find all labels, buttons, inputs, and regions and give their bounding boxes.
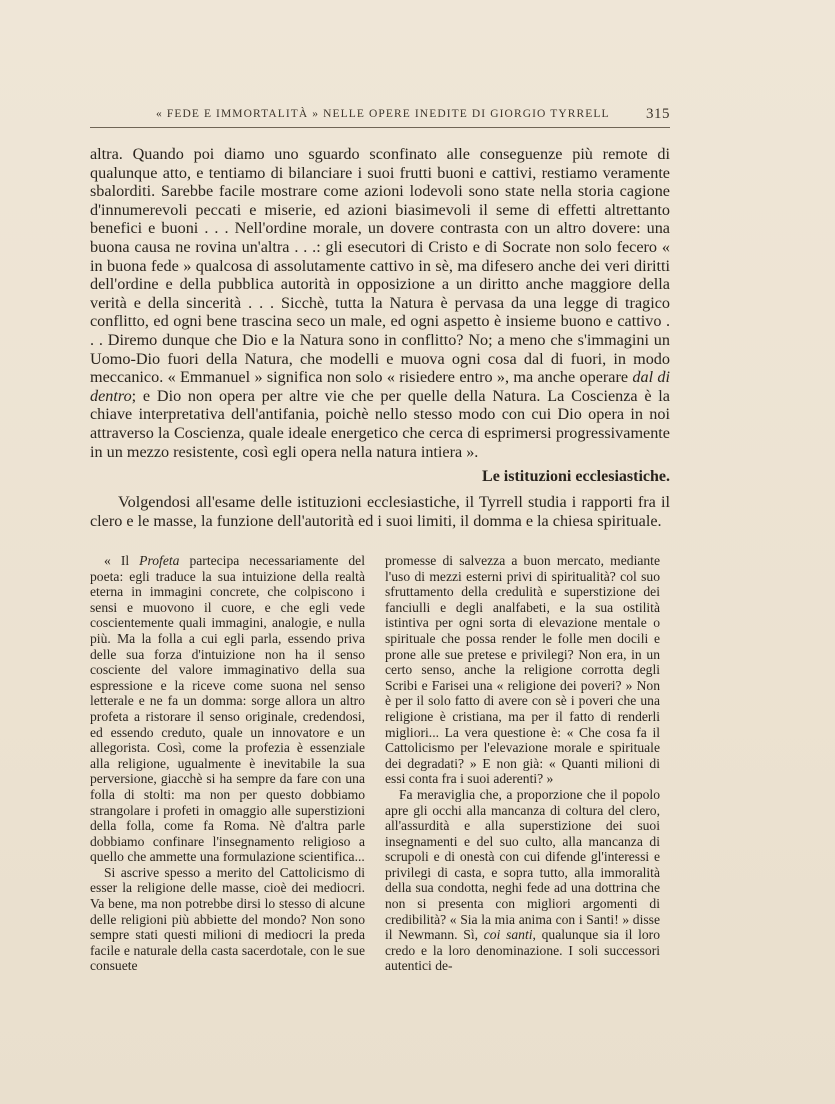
main-text-part2: ; e Dio non opera per altre vie che per quelle della Natura. La Coscienza è la chiave interpretativa dell'antifania, poichè nello stesso modo con cui Dio opera in noi attraverso la Coscienza, quale ideale energetico che cerca di esprimersi progressivamente in un mezzo resistente, così egli opera nella natura intiera ».	[90, 386, 670, 461]
right-paragraph-2	[385, 787, 660, 974]
header-rule	[90, 127, 670, 128]
main-paragraph	[90, 145, 670, 461]
right-column	[385, 553, 660, 974]
left-p1-rest: partecipa necessariamente del poeta: egli traduce la sua intuizione della realtà eterna in immagini concrete, che colpiscono i sensi e muovono il cuore, e che egli vede coscientemente quali immagini, analogie, e nulla più. Ma la folla a cui egli parla, essendo priva delle sua forza d'intuizione non ha il senso cosciente del valore immaginativo della sua espressione e la riceve come suona nel senso letterale e ne fa un domma: sorge allora un altro profeta a ristorare il senso originale, credendosi, ed essendo creduto, quale un innovatore e un allegorista. Così, come la profezia è essenziale alla religione, ugualmente è inevitabile la sua perversione, giacchè si ha sempre da fare con una folla di stolti: ma non per questo dobbiamo strangolare i profeti in omaggio alle superstizioni della folla, come fa Roma. Nè d'altra parle dobbiamo confinare l'insegnamento religioso a quello che ammette una formulazione scientifica...	[90, 553, 365, 865]
page-number: 315	[646, 106, 670, 122]
section-heading: Le istituzioni ecclesiastiche.	[482, 468, 670, 485]
main-text-part1: altra. Quando poi diamo uno sguardo sconfinato alle conseguenze più remote di qualunque atto, e tentiamo di bilanciare i suoi frutti buoni e cattivi, restiamo veramente sbalorditi. Sarebbe facile mostrare come azioni lodevoli sono state nella storia cagione d'innumerevoli peccati e miserie, ed azioni biasimevoli il seme di effetti altrettanto benefici e buoni . . . Nell'ordine morale, un dovere contrasta con un altro dovere: una buona causa ne rovina un'altra . . .: gli esecutori di Cristo e di Socrate non solo fecero « in buona fede » qualcosa di assolutamente cattivo in sè, ma difesero anche dei veri diritti dell'ordine e della pubblica autorità in opposizione a un diritto anche maggiore della verità e della sincerità . . . Sicchè, tutta la Natura è pervasa da una legge di tragico conflitto, ed ogni bene trascina seco un male, ed ogni aspetto è insieme buono e cattivo . . . Diremo dunque che Dio e la Natura sono in conflitto? No; a meno che s'immagini un Uomo-Dio fuori della Natura, che modelli e muova ogni cosa dal di fuori, in modo meccanico. « Emmanuel » significa non solo « risiedere entro », ma anche operare	[90, 145, 670, 387]
intro-paragraph: Volgendosi all'esame delle istituzioni ecclesiastiche, il Tyrrell studia i rapporti fra il clero e le masse, la funzione dell'autorità ed i suoi limiti, il domma e la chiesa spirituale.	[90, 493, 670, 530]
page-header	[90, 106, 670, 126]
section-intro	[90, 493, 670, 530]
left-column	[90, 553, 365, 974]
right-p2-start: Fa meraviglia che, a proporzione che il popolo apre gli occhi alla mancanza di coltura del clero, all'assurdità e alla superstizione dei suoi insegnamenti e del suo culto, alla mancanza di scrupoli e di onestà con cui difende gl'interessi e privilegi di casta, e sopra tutto, alla immoralità della sua condotta, neghi fede ad una dottrina che non si presenta con migliori argomenti di credibilità? « Sia la mia anima con i Santi! » disse il Newmann. Sì,	[385, 786, 660, 943]
left-p1-start: « Il	[104, 553, 140, 568]
left-paragraph-2: Si ascrive spesso a merito del Cattolicismo di esser la religione delle masse, cioè dei mediocri. Va bene, ma non potrebbe dirsi lo stesso di alcune delle religioni più abbiette del mondo? Non sono sempre stati questi milioni di mediocri la preda facile e naturale della casta sacerdotale, con le sue consuete	[90, 864, 365, 974]
right-paragraph-1: promesse di salvezza a buon mercato, mediante l'uso di mezzi esterni privi di spiritualità? col suo sfruttamento della credulità e superstizione dei fanciulli e degli analfabeti, e la sua ostilità istintiva per ogni sorta di elevazione mentale o spirituale che possa render le folle men docili e prone alle sue pretese e privilegi? Non era, in un certo senso, anche la religione corrotta degli Scribi e Farisei una « religione dei poveri? » Non è per il solo fatto di avere con sè i poveri che una religione è cristiana, ma per il fatto di renderli migliori... La vera questione è: « Che cosa fa il Cattolicismo per l'elevazione morale e spirituale dei degradati? » E non già: « Quanti milioni di essi conta fra i suoi aderenti? »	[385, 553, 660, 787]
main-body-text	[90, 145, 670, 461]
left-paragraph-1	[90, 553, 365, 865]
left-p1-emphasis: Profeta	[139, 553, 180, 568]
main-text-emphasis: dal di dentro	[90, 368, 670, 405]
right-p2-emphasis: coi santi	[483, 927, 533, 943]
right-p2-rest: , qualunque sia il loro credo e la loro denominazione. I soli successori autentici de-	[385, 927, 660, 974]
running-title: « FEDE E IMMORTALITÀ » NELLE OPERE INEDITE DI GIORGIO TYRRELL	[156, 108, 610, 120]
